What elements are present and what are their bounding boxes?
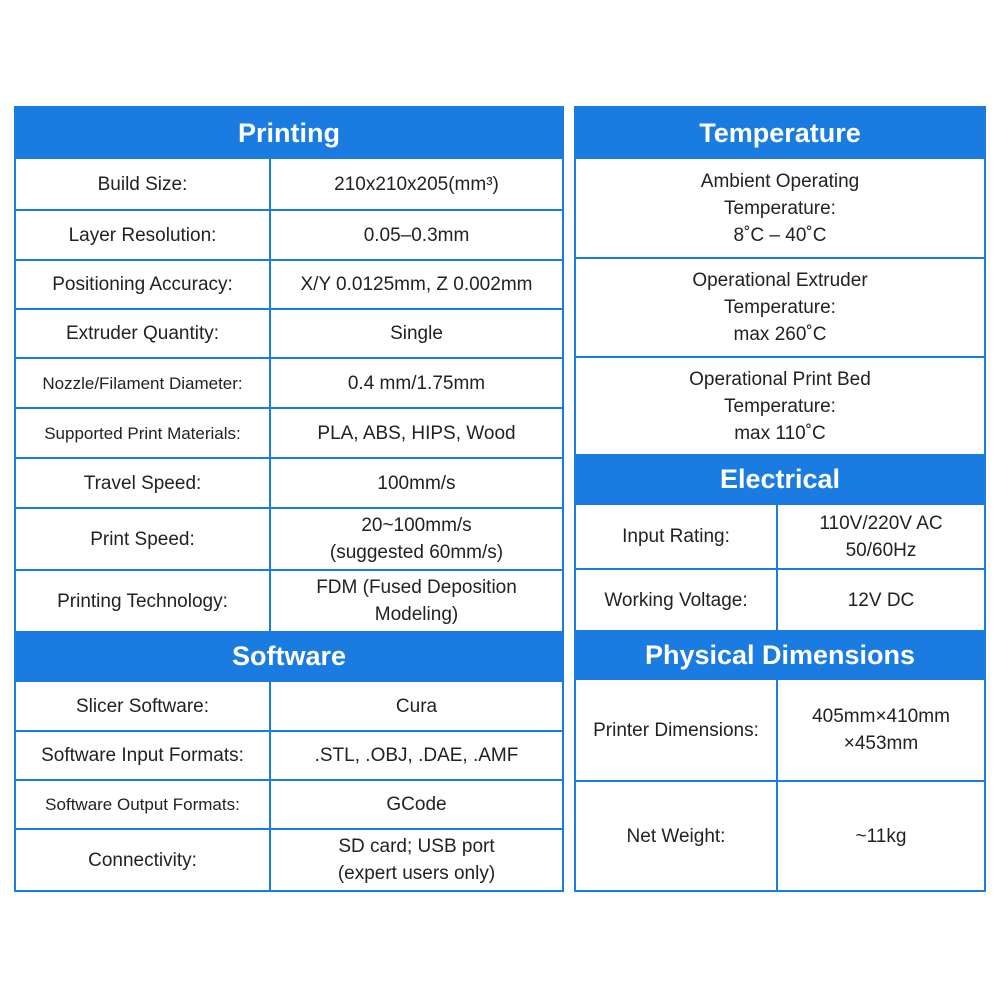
table-row (576, 780, 984, 890)
software-section-header (16, 631, 562, 682)
table-row (16, 507, 562, 569)
row-value: 0.05–0.3mm (363, 224, 470, 246)
right-spec-panel (574, 106, 986, 892)
row-value (271, 571, 562, 631)
row-label: Print Speed: (16, 509, 271, 569)
value-line: Temperature: (724, 197, 836, 219)
table-row (576, 356, 984, 454)
table-row (576, 159, 984, 257)
table-row (576, 568, 984, 630)
row-label: Connectivity: (16, 830, 271, 890)
row-label: Layer Resolution: (16, 211, 271, 259)
row-label: Extruder Quantity: (16, 310, 271, 357)
row-value: GCode (386, 794, 447, 815)
row-label: Net Weight: (576, 782, 778, 890)
value-line: max 110˚C (734, 422, 826, 444)
value-line: 50/60Hz (845, 539, 917, 561)
row-value: 12V DC (847, 589, 915, 611)
row-value: X/Y 0.0125mm, Z 0.002mm (300, 274, 533, 295)
table-row (16, 779, 562, 828)
value-line: (suggested 60mm/s) (329, 542, 504, 563)
row-value: 210x210x205(mm³) (334, 173, 499, 195)
row-label: Software Output Formats: (16, 781, 271, 828)
electrical-title: Electrical (719, 464, 841, 494)
software-title: Software (231, 641, 347, 671)
row-value: Cura (395, 695, 438, 717)
row-label: Software Input Formats: (16, 732, 271, 779)
table-row (16, 308, 562, 357)
value-line: 110V/220V AC (819, 512, 943, 534)
row-label: Working Voltage: (576, 570, 778, 630)
value-line: max 260˚C (733, 324, 827, 345)
printing-section-header (16, 108, 562, 159)
value-line: Temperature: (724, 395, 836, 417)
table-row (576, 680, 984, 780)
row-value (576, 159, 984, 257)
row-value (271, 509, 562, 569)
row-label: Printing Technology: (16, 571, 271, 631)
row-label: Supported Print Materials: (16, 409, 271, 457)
table-row (16, 407, 562, 457)
row-label: Printer Dimensions: (576, 680, 778, 780)
value-line: (expert users only) (337, 863, 496, 884)
table-row (16, 209, 562, 259)
value-line: Temperature: (724, 297, 836, 318)
table-row (16, 159, 562, 209)
row-label: Travel Speed: (16, 459, 271, 507)
table-row (16, 457, 562, 507)
value-line: FDM (Fused Deposition (316, 577, 517, 598)
electrical-section-header (576, 454, 984, 505)
value-line: 20~100mm/s (361, 515, 472, 536)
value-line: 405mm×410mm (812, 706, 950, 727)
table-row (16, 569, 562, 631)
value-line: Operational Print Bed (689, 368, 871, 390)
row-value (576, 259, 984, 356)
row-value: .STL, .OBJ, .DAE, .AMF (314, 745, 519, 766)
table-row (16, 682, 562, 730)
row-value: 0.4 mm/1.75mm (347, 372, 486, 394)
table-row (16, 259, 562, 308)
row-label: Slicer Software: (16, 682, 271, 730)
row-value: ~11kg (855, 825, 907, 847)
row-value (271, 830, 562, 890)
temperature-section-header (576, 108, 984, 159)
table-row (576, 257, 984, 356)
row-label: Positioning Accuracy: (16, 261, 271, 308)
temperature-title: Temperature (699, 118, 861, 148)
value-line: SD card; USB port (338, 836, 495, 857)
table-row (16, 828, 562, 890)
row-value (778, 505, 984, 568)
row-value: Single (390, 323, 443, 344)
row-value: PLA, ABS, HIPS, Wood (317, 422, 516, 444)
row-label: Nozzle/Filament Diameter: (16, 359, 271, 407)
value-line: Operational Extruder (692, 270, 868, 291)
value-line: 8˚C – 40˚C (733, 224, 827, 246)
table-row (576, 505, 984, 568)
row-label: Input Rating: (576, 505, 778, 568)
value-line: ×453mm (843, 733, 919, 754)
physical-title: Physical Dimensions (644, 639, 916, 670)
printing-title: Printing (238, 118, 340, 148)
row-value (576, 358, 984, 454)
physical-dimensions-section-header (576, 630, 984, 680)
row-value (778, 680, 984, 780)
table-row (16, 730, 562, 779)
value-line: Ambient Operating (700, 170, 860, 192)
table-row (16, 357, 562, 407)
row-value: 100mm/s (377, 472, 456, 494)
left-spec-panel (14, 106, 564, 892)
row-label: Build Size: (16, 159, 271, 209)
value-line: Modeling) (374, 604, 459, 625)
